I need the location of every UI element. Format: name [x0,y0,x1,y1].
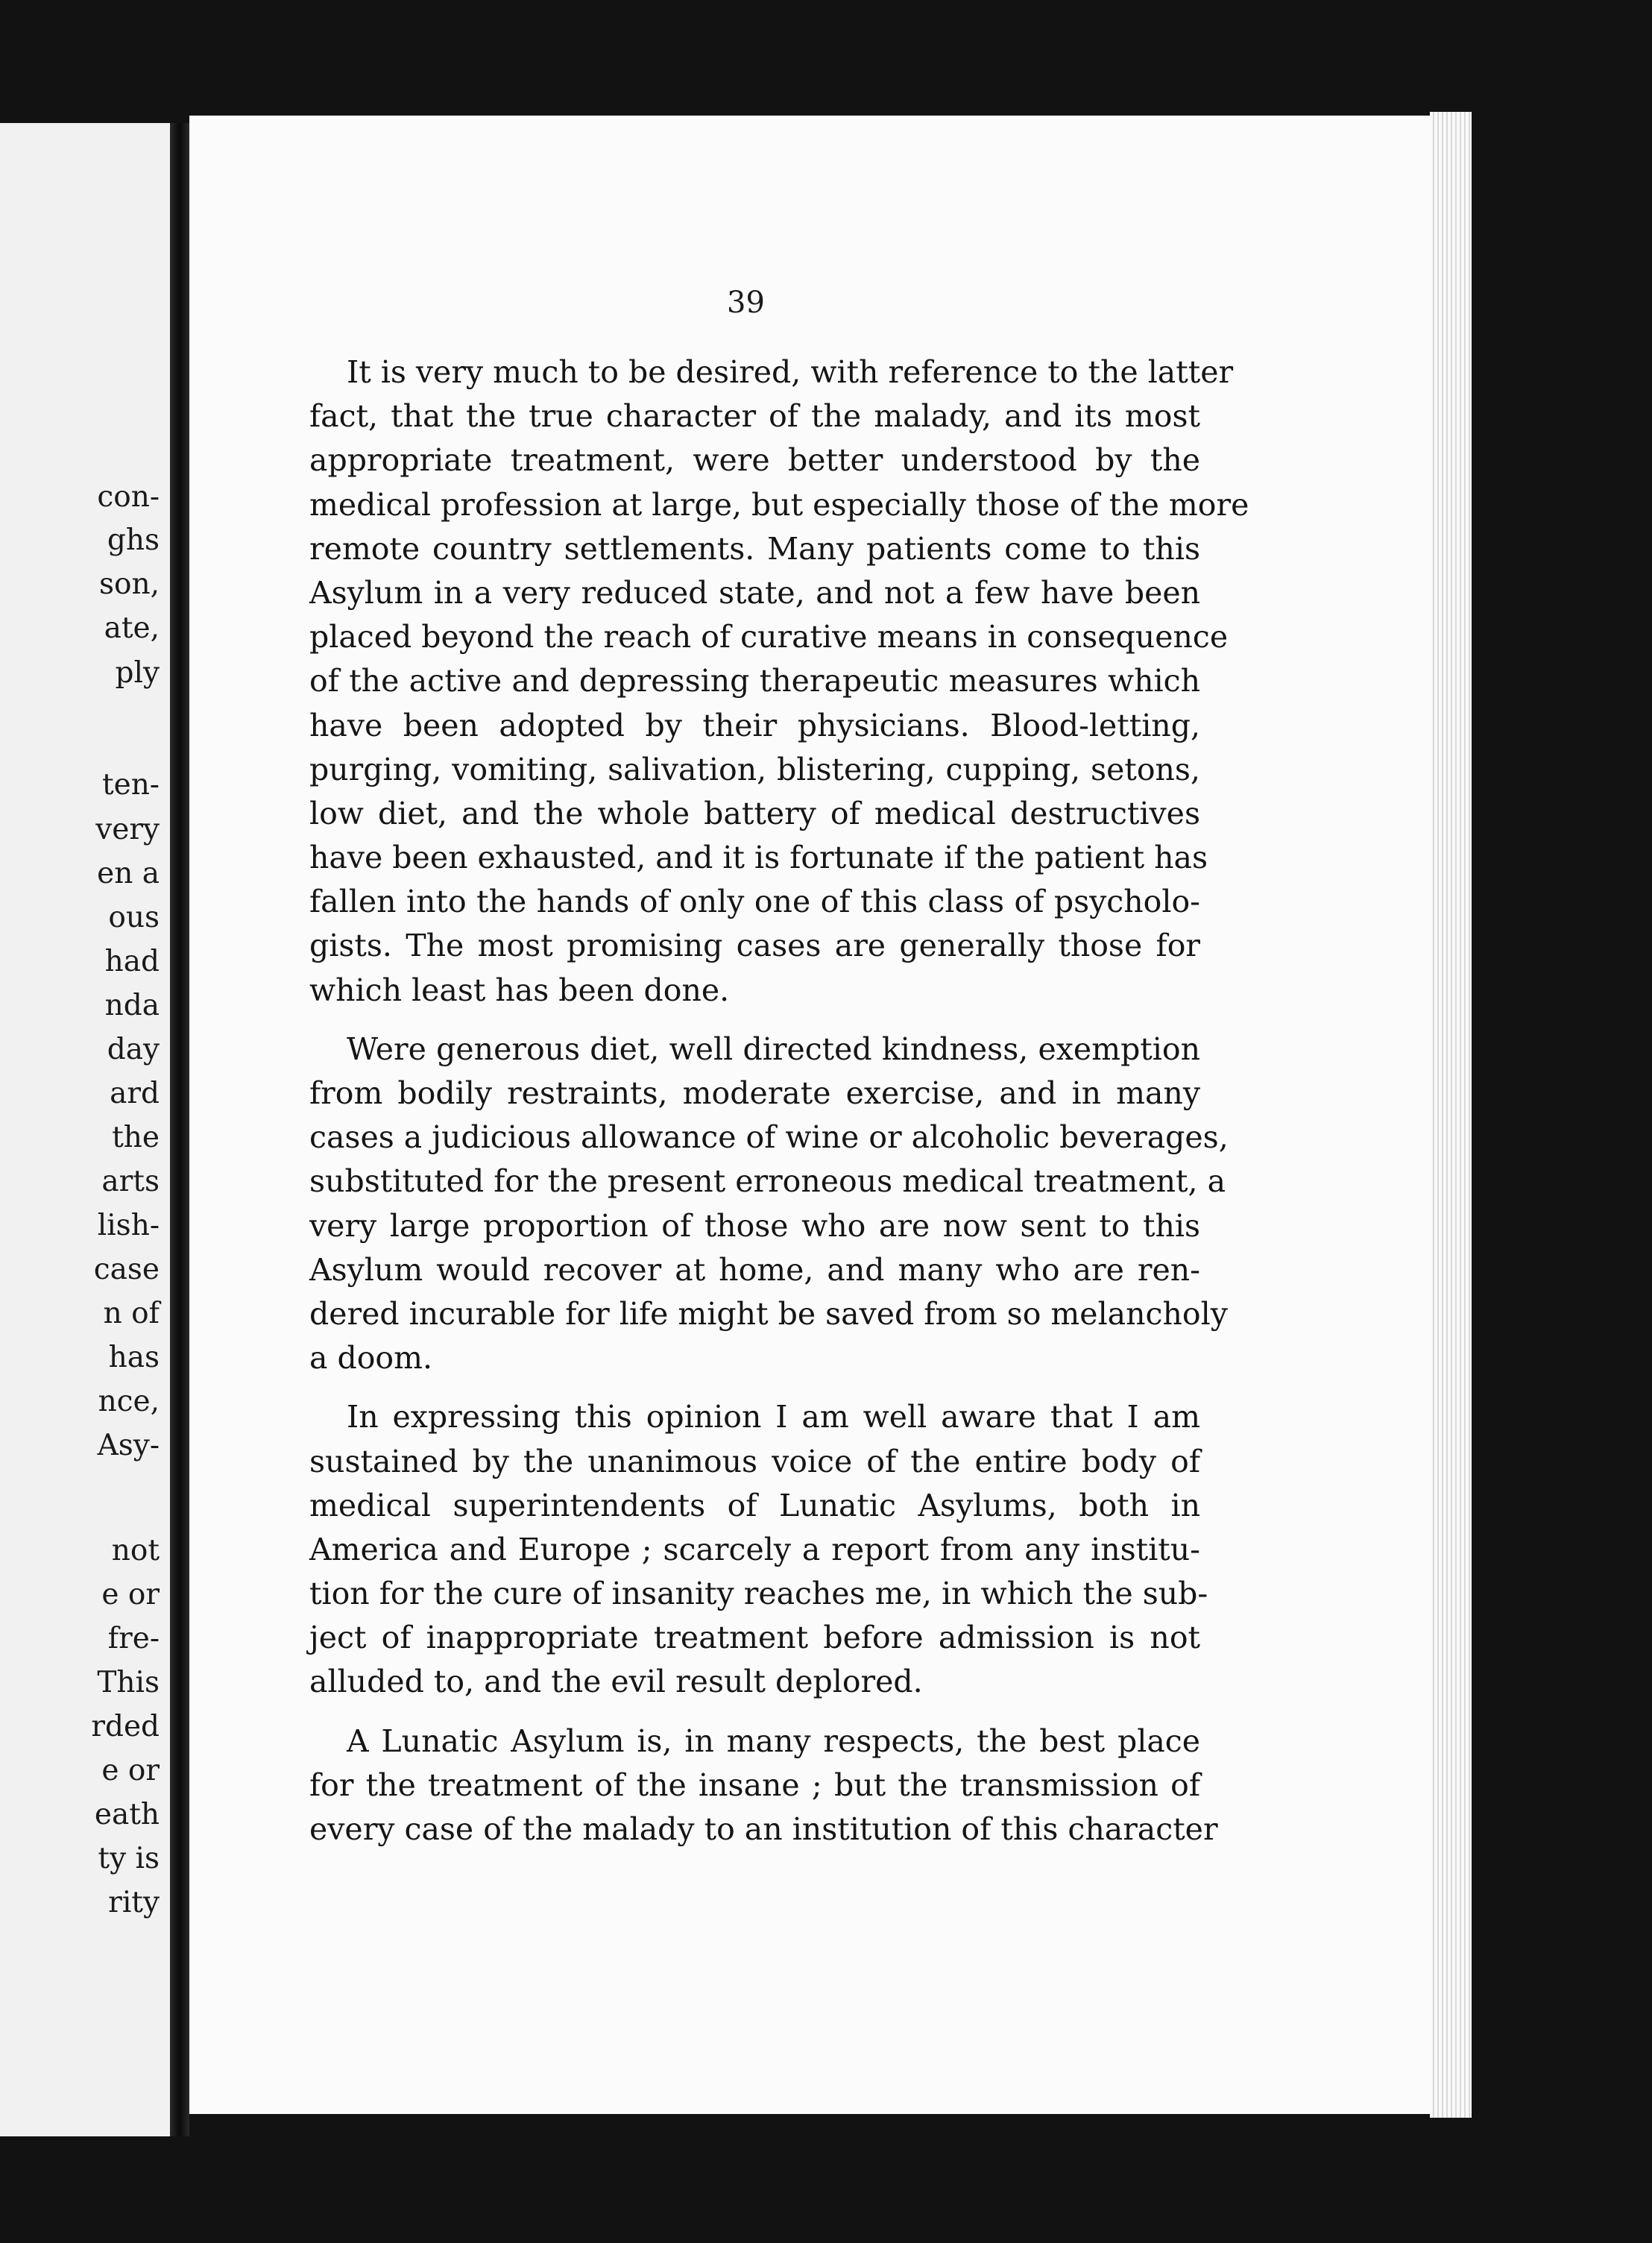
text-line: medical superintendents of Lunatic Asylums, both in [309,1487,1200,1523]
left-page-fragment: fre- [107,1622,160,1655]
left-page-fragment: en a [97,857,160,890]
left-page-fragment: Asy- [97,1429,160,1462]
text-line: alluded to, and the evil result deplored. [309,1664,923,1700]
left-page-fragment: nce, [98,1385,160,1418]
left-page-fragment: ous [108,901,160,934]
paragraph [309,350,1249,1013]
text-line: It is very much to be desired, with reference to the latter [347,354,1234,390]
left-page [0,123,170,2136]
text-line: In expressing this opinion I am well aware that I am [347,1399,1200,1435]
text-line: every case of the malady to an institution of this character [309,1811,1218,1847]
text-line: Were generous diet, well directed kindness, exemption [347,1031,1200,1067]
text-line: A Lunatic Asylum is, in many respects, the best place [347,1723,1200,1759]
text-line: very large proportion of those who are now sent to this [309,1207,1200,1244]
left-page-fragment: e or [101,1754,160,1787]
left-page-fragment: rded [91,1710,160,1743]
text-line: placed beyond the reach of curative means in consequence [309,619,1229,655]
page-number: 39 [727,286,765,320]
text-line: fact, that the true character of the malady, and its most [309,398,1200,435]
text-line: tion for the cure of insanity reaches me, in which the sub- [309,1576,1208,1612]
text-line: gists. The most promising cases are generally those for [309,928,1200,964]
left-page-fragment: lish- [97,1209,160,1242]
text-line: dered incurable for life might be saved from so melancholy [309,1295,1228,1332]
text-line: have been adopted by their physicians. Blood-letting, [309,707,1200,743]
left-page-fragment: ard [110,1077,160,1110]
paragraph [309,1028,1229,1381]
text-line: from bodily restraints, moderate exercise, and in many [309,1075,1200,1111]
text-line: have been exhausted, and it is fortunate if the patient has [309,840,1208,876]
book-gutter [170,123,189,2136]
left-page-fragment: con- [97,480,160,514]
text-line: low diet, and the whole battery of medical destructives [309,795,1200,831]
paragraph [309,1395,1208,1704]
left-page-fragment: e or [101,1578,160,1611]
text-line: medical profession at large, but especially those of the more [309,486,1249,523]
left-page-fragment: son, [98,567,160,601]
text-line: for the treatment of the insane ; but the transmission of [309,1767,1200,1803]
text-line: of the active and depressing therapeutic measures which [309,663,1200,699]
left-page-fragment: day [107,1033,160,1066]
body-text [309,350,1249,1865]
left-page-fragment: ty is [98,1842,160,1875]
left-page-fragment: rity [108,1886,160,1919]
text-line: remote country settlements. Many patients come to this [309,530,1200,567]
left-page-fragment: n of [103,1297,160,1330]
left-page-fragment: case [93,1253,160,1286]
left-page-fragment: ply [115,656,160,690]
text-line: Asylum would recover at home, and many who are ren- [309,1251,1200,1288]
text-line: cases a judicious allowance of wine or alcoholic beverages, [309,1119,1229,1156]
left-page-fragment: not [111,1534,160,1567]
left-page-fragment: ghs [107,523,160,557]
text-line: sustained by the unanimous voice of the entire body of [309,1443,1200,1479]
text-line: which least has been done. [309,972,730,1008]
text-line: appropriate treatment, were better understood by the [309,442,1200,479]
text-line: a doom. [309,1340,433,1377]
page-edges [1430,112,1472,2118]
left-page-fragment: the [112,1121,160,1154]
left-page-fragment: has [108,1341,160,1374]
paragraph [309,1720,1218,1852]
left-page-fragment: ate, [104,611,160,645]
left-page-fragment: eath [94,1798,160,1831]
left-page-fragment: had [104,945,160,978]
left-page-fragment: ten- [101,768,160,802]
text-line: America and Europe ; scarcely a report from any institu- [309,1531,1200,1567]
left-page-fragment: arts [101,1165,160,1198]
text-line: Asylum in a very reduced state, and not a few have been [309,574,1200,611]
left-page-fragment: This [97,1666,160,1699]
text-line: purging, vomiting, salivation, blistering, cupping, setons, [309,751,1200,787]
left-page-fragment: nda [104,989,160,1022]
left-page-fragment: very [95,813,160,846]
text-line: ject of inappropriate treatment before admission is not [309,1620,1200,1656]
text-line: fallen into the hands of only one of this class of psycholo- [309,884,1200,920]
text-line: substituted for the present erroneous medical treatment, a [309,1163,1226,1200]
